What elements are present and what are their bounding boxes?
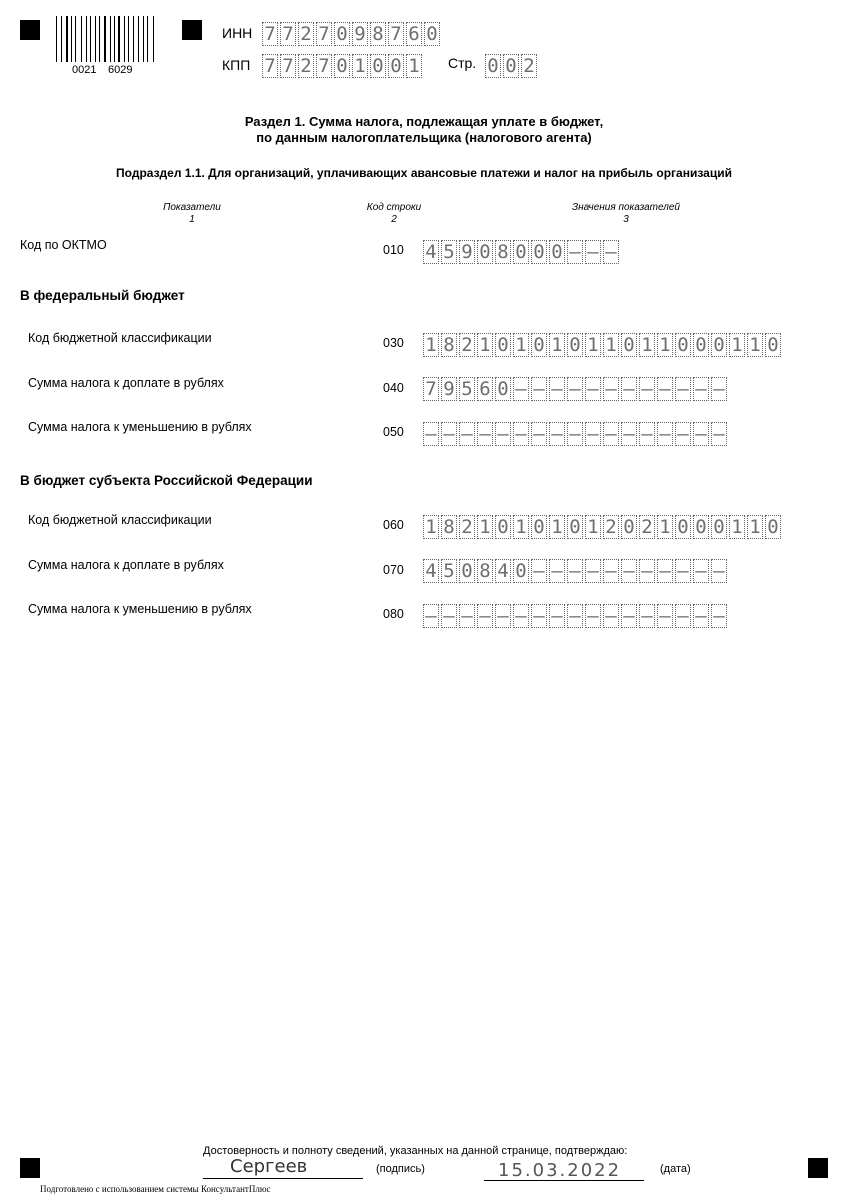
- char-cell: 0: [675, 333, 691, 357]
- page-number-field: [485, 54, 539, 78]
- char-cell: 1: [657, 515, 673, 539]
- char-cell: –: [603, 240, 619, 264]
- federal-tax-payable-field: [423, 377, 729, 401]
- confirmation-text: Достоверность и полноту сведений, указанных на данной странице, подтверждаю:: [203, 1145, 628, 1157]
- char-cell: –: [639, 422, 655, 446]
- char-cell: 6: [406, 22, 422, 46]
- char-cell: –: [675, 377, 691, 401]
- char-cell: 1: [513, 333, 529, 357]
- char-cell: 2: [639, 515, 655, 539]
- char-cell: 8: [370, 22, 386, 46]
- char-cell: –: [441, 422, 457, 446]
- barcode-bar: [90, 16, 91, 62]
- char-cell: 2: [603, 515, 619, 539]
- barcode-bar: [86, 16, 87, 62]
- char-cell: 0: [334, 22, 350, 46]
- char-cell: –: [423, 422, 439, 446]
- row-label-regional-tax-payable: Сумма налога к доплате в рублях: [28, 558, 224, 572]
- char-cell: 1: [477, 515, 493, 539]
- char-cell: 5: [441, 559, 457, 583]
- barcode-bar: [63, 16, 64, 62]
- char-cell: –: [693, 377, 709, 401]
- char-cell: –: [531, 604, 547, 628]
- char-cell: –: [549, 604, 565, 628]
- char-cell: –: [549, 559, 565, 583]
- char-cell: –: [513, 422, 529, 446]
- page-label: Стр.: [448, 55, 477, 71]
- char-cell: 0: [711, 515, 727, 539]
- regional-tax-payable-field: [423, 559, 729, 583]
- row-label-oktmo: Код по ОКТМО: [20, 238, 107, 252]
- signer-name: Сергеев: [230, 1156, 308, 1177]
- barcode-bar: [128, 16, 129, 62]
- federal-kbk-field: [423, 333, 783, 357]
- barcode-bar: [77, 16, 78, 62]
- char-cell: –: [603, 377, 619, 401]
- char-cell: 8: [477, 559, 493, 583]
- barcode-bar: [116, 16, 117, 62]
- barcode-bar: [61, 16, 62, 62]
- char-cell: 1: [729, 333, 745, 357]
- char-cell: –: [567, 240, 583, 264]
- char-cell: –: [657, 604, 673, 628]
- char-cell: 0: [765, 515, 781, 539]
- char-cell: 7: [280, 22, 296, 46]
- barcode-bar: [83, 16, 85, 62]
- column-header-values: [556, 202, 696, 226]
- regional-tax-reduction-field: [423, 604, 729, 628]
- group-title-regional-budget: В бюджет субъекта Российской Федерации: [20, 473, 313, 488]
- char-cell: 7: [280, 54, 296, 78]
- barcode-bar: [73, 16, 74, 62]
- char-cell: –: [585, 377, 601, 401]
- char-cell: 4: [495, 559, 511, 583]
- char-cell: 0: [693, 333, 709, 357]
- char-cell: 7: [262, 54, 278, 78]
- barcode-bar: [131, 16, 132, 62]
- barcode-bar: [107, 16, 108, 62]
- char-cell: –: [621, 604, 637, 628]
- barcode-bar: [71, 16, 72, 62]
- char-cell: 1: [352, 54, 368, 78]
- row-code-060: 060: [383, 518, 404, 532]
- char-cell: –: [675, 422, 691, 446]
- char-cell: 1: [549, 515, 565, 539]
- char-cell: 0: [495, 333, 511, 357]
- kpp-label: КПП: [222, 57, 251, 73]
- char-cell: –: [657, 377, 673, 401]
- char-cell: 8: [495, 240, 511, 264]
- char-cell: 0: [567, 515, 583, 539]
- char-cell: 0: [388, 54, 404, 78]
- char-cell: 0: [334, 54, 350, 78]
- char-cell: –: [603, 559, 619, 583]
- char-cell: 0: [549, 240, 565, 264]
- char-cell: –: [621, 422, 637, 446]
- registration-marker-bottom-left: [20, 1158, 40, 1178]
- registration-marker-top-right: [182, 20, 202, 40]
- barcode-number-left: 0021: [72, 64, 97, 76]
- inn-label: ИНН: [222, 25, 253, 41]
- char-cell: 9: [459, 240, 475, 264]
- row-code-080: 080: [383, 607, 404, 621]
- char-cell: –: [567, 559, 583, 583]
- char-cell: –: [423, 604, 439, 628]
- row-code-040: 040: [383, 381, 404, 395]
- char-cell: 0: [621, 333, 637, 357]
- char-cell: 7: [316, 22, 332, 46]
- char-cell: 1: [585, 333, 601, 357]
- char-cell: 7: [388, 22, 404, 46]
- char-cell: –: [693, 604, 709, 628]
- barcode-bar: [154, 16, 155, 62]
- char-cell: –: [513, 377, 529, 401]
- char-cell: 0: [495, 515, 511, 539]
- char-cell: –: [639, 377, 655, 401]
- char-cell: –: [531, 377, 547, 401]
- signature-label: (подпись): [376, 1163, 425, 1175]
- section-title-line1: Раздел 1. Сумма налога, подлежащая уплате в бюджет,: [244, 114, 604, 129]
- char-cell: 2: [459, 515, 475, 539]
- char-cell: –: [549, 422, 565, 446]
- barcode-bar: [75, 16, 76, 62]
- char-cell: –: [675, 559, 691, 583]
- registration-marker-top-left: [20, 20, 40, 40]
- char-cell: –: [459, 604, 475, 628]
- barcode-bar: [99, 16, 100, 62]
- char-cell: 0: [477, 240, 493, 264]
- row-label-regional-kbk: Код бюджетной классификации: [28, 513, 212, 527]
- char-cell: –: [531, 559, 547, 583]
- subsection-title: Подраздел 1.1. Для организаций, уплачивающих авансовые платежи и налог на прибыль организаций: [116, 166, 732, 180]
- char-cell: 1: [657, 333, 673, 357]
- char-cell: –: [567, 604, 583, 628]
- kpp-field: [262, 54, 424, 78]
- char-cell: 4: [423, 240, 439, 264]
- barcode-bar: [134, 16, 135, 62]
- char-cell: –: [585, 422, 601, 446]
- column-header-indicators-name: Показатели: [163, 202, 221, 213]
- char-cell: 0: [531, 240, 547, 264]
- char-cell: –: [657, 559, 673, 583]
- char-cell: –: [495, 604, 511, 628]
- char-cell: 0: [459, 559, 475, 583]
- char-cell: –: [567, 377, 583, 401]
- group-title-federal-budget: В федеральный бюджет: [20, 288, 185, 303]
- row-label-federal-tax-payable: Сумма налога к доплате в рублях: [28, 376, 224, 390]
- section-title-line2: по данным налогоплательщика (налогового агента): [256, 130, 592, 145]
- char-cell: –: [585, 559, 601, 583]
- char-cell: –: [585, 240, 601, 264]
- char-cell: 1: [747, 515, 763, 539]
- prepared-with-note: Подготовлено с использованием системы КонсультантПлюс: [40, 1184, 271, 1194]
- row-code-050: 050: [383, 425, 404, 439]
- char-cell: 0: [513, 559, 529, 583]
- char-cell: –: [441, 604, 457, 628]
- char-cell: 0: [424, 22, 440, 46]
- barcode-bar: [133, 16, 134, 62]
- char-cell: –: [711, 559, 727, 583]
- char-cell: 0: [531, 333, 547, 357]
- char-cell: –: [621, 559, 637, 583]
- barcode-bar: [81, 16, 82, 62]
- oktmo-field: [423, 240, 621, 264]
- barcode-bar: [111, 16, 112, 62]
- char-cell: 2: [521, 54, 537, 78]
- char-cell: –: [675, 604, 691, 628]
- char-cell: 1: [639, 333, 655, 357]
- char-cell: –: [639, 559, 655, 583]
- char-cell: 1: [549, 333, 565, 357]
- barcode-bar: [140, 16, 142, 62]
- char-cell: –: [603, 604, 619, 628]
- char-cell: 4: [423, 559, 439, 583]
- barcode-bar: [104, 16, 106, 62]
- barcode-bar: [118, 16, 120, 62]
- char-cell: 1: [747, 333, 763, 357]
- barcode-bar: [114, 16, 115, 62]
- barcode-bar: [138, 16, 139, 62]
- row-label-federal-tax-reduction: Сумма налога к уменьшению в рублях: [28, 420, 252, 434]
- char-cell: –: [657, 422, 673, 446]
- column-header-values-number: 3: [623, 214, 629, 225]
- column-header-line-code-name: Код строки: [366, 202, 422, 213]
- char-cell: 2: [459, 333, 475, 357]
- char-cell: 2: [298, 54, 314, 78]
- char-cell: 0: [370, 54, 386, 78]
- char-cell: 0: [495, 377, 511, 401]
- barcode-number-right: 6029: [108, 64, 133, 76]
- char-cell: 0: [567, 333, 583, 357]
- char-cell: –: [693, 559, 709, 583]
- char-cell: –: [567, 422, 583, 446]
- registration-marker-bottom-right: [808, 1158, 828, 1178]
- char-cell: 0: [693, 515, 709, 539]
- barcode-bar: [56, 16, 57, 62]
- char-cell: –: [549, 377, 565, 401]
- char-cell: –: [711, 377, 727, 401]
- barcode-bar: [95, 16, 96, 62]
- char-cell: –: [459, 422, 475, 446]
- char-cell: –: [495, 422, 511, 446]
- char-cell: –: [531, 422, 547, 446]
- barcode: [56, 16, 156, 62]
- char-cell: –: [693, 422, 709, 446]
- char-cell: 0: [485, 54, 501, 78]
- char-cell: 1: [406, 54, 422, 78]
- column-header-indicators: [132, 202, 252, 226]
- barcode-bar: [59, 16, 60, 62]
- char-cell: 1: [477, 333, 493, 357]
- row-label-regional-tax-reduction: Сумма налога к уменьшению в рублях: [28, 602, 252, 616]
- char-cell: –: [513, 604, 529, 628]
- barcode-bar: [153, 16, 154, 62]
- char-cell: –: [585, 604, 601, 628]
- federal-tax-reduction-field: [423, 422, 729, 446]
- barcode-bar: [147, 16, 148, 62]
- row-code-030: 030: [383, 336, 404, 350]
- char-cell: –: [711, 604, 727, 628]
- char-cell: 1: [423, 333, 439, 357]
- barcode-bar: [126, 16, 127, 62]
- barcode-bar: [97, 16, 98, 62]
- date-label: (дата): [660, 1163, 691, 1175]
- char-cell: 0: [531, 515, 547, 539]
- char-cell: 8: [441, 333, 457, 357]
- barcode-bar: [145, 16, 146, 62]
- char-cell: 5: [459, 377, 475, 401]
- char-cell: 5: [441, 240, 457, 264]
- char-cell: –: [603, 422, 619, 446]
- char-cell: 1: [603, 333, 619, 357]
- barcode-bar: [124, 16, 125, 62]
- char-cell: 1: [585, 515, 601, 539]
- char-cell: 7: [423, 377, 439, 401]
- barcode-bar: [88, 16, 89, 62]
- regional-kbk-field: [423, 515, 783, 539]
- char-cell: 1: [729, 515, 745, 539]
- char-cell: –: [621, 377, 637, 401]
- char-cell: 1: [513, 515, 529, 539]
- char-cell: 0: [675, 515, 691, 539]
- row-code-010: 010: [383, 243, 404, 257]
- char-cell: 9: [352, 22, 368, 46]
- barcode-bar: [69, 16, 70, 62]
- barcode-bar: [66, 16, 68, 62]
- char-cell: –: [711, 422, 727, 446]
- column-header-indicators-number: 1: [189, 214, 195, 225]
- barcode-bar: [102, 16, 103, 62]
- char-cell: 0: [765, 333, 781, 357]
- char-cell: 1: [423, 515, 439, 539]
- char-cell: –: [477, 604, 493, 628]
- signature-line: [203, 1178, 363, 1179]
- inn-field: [262, 22, 442, 46]
- char-cell: 0: [513, 240, 529, 264]
- char-cell: 0: [621, 515, 637, 539]
- char-cell: 0: [503, 54, 519, 78]
- char-cell: –: [639, 604, 655, 628]
- barcode-bar: [110, 16, 111, 62]
- column-header-line-code-number: 2: [391, 214, 397, 225]
- row-code-070: 070: [383, 563, 404, 577]
- column-header-line-code: [344, 202, 444, 226]
- char-cell: 7: [316, 54, 332, 78]
- char-cell: 6: [477, 377, 493, 401]
- barcode-bar: [92, 16, 93, 62]
- column-header-values-name: Значения показателей: [571, 202, 680, 213]
- row-label-federal-kbk: Код бюджетной классификации: [28, 331, 212, 345]
- char-cell: 2: [298, 22, 314, 46]
- char-cell: 7: [262, 22, 278, 46]
- char-cell: –: [477, 422, 493, 446]
- char-cell: 0: [711, 333, 727, 357]
- char-cell: 8: [441, 515, 457, 539]
- char-cell: 9: [441, 377, 457, 401]
- barcode-bar: [149, 16, 150, 62]
- date-value: 15.03.2022: [498, 1160, 622, 1181]
- barcode-bar: [143, 16, 144, 62]
- barcode-bar: [121, 16, 122, 62]
